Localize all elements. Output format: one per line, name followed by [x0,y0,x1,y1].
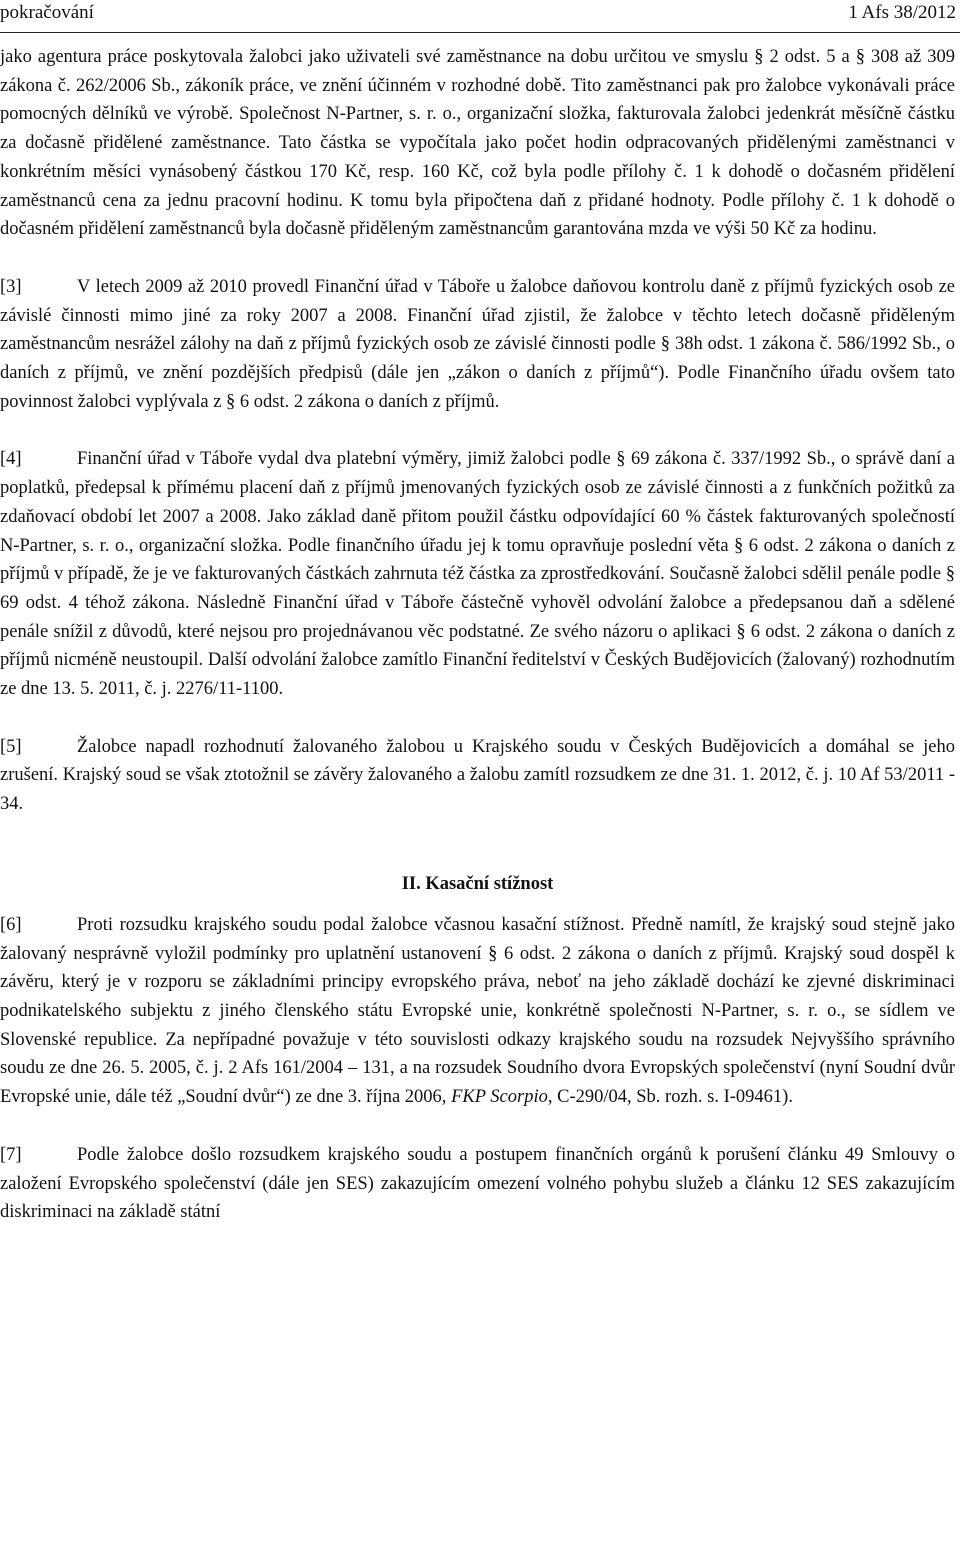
header-divider [0,32,960,33]
paragraph-intro: jako agentura práce poskytovala žalobci jako uživateli své zaměstnance na dobu určitou ve smyslu § 2 odst. 5 a § 308 až 309 zákona č. 262/2006 Sb., zákoník práce, ve znění účinném v rozhodné době. Tito zaměstnanci pak pro žalobce vykonávali práce pomocných dělníků ve výrobě. Společnost N-Partner, s. r. o., organizační složka, fakturovala žalobci jedenkrát měsíčně částku za dočasně přidělené zaměstnance. Tato částka se vypočítala jako počet hodin odpracovaných přidělenými zaměstnanci v konkrétním měsíci vynásobený částkou 170 Kč, resp. 160 Kč, což byla podle přílohy č. 1 k dohodě o dočasném přidělení zaměstnanců cena za jednu pracovní hodinu. K tomu byla připočtena daň z přidané hodnoty. Podle přílohy č. 1 k dohodě o dočasném přidělení zaměstnanců byla dočasně přiděleným zaměstnancům garantována mzda ve výši 50 Kč za hodinu. [0,47,955,240]
paragraph-4 [0,445,955,703]
paragraph-number: [3] [0,276,22,297]
header-case-number: 1 Afs 38/2012 [848,2,956,23]
paragraph-number: [5] [0,736,22,757]
paragraph-text: V letech 2009 až 2010 provedl Finanční úřad v Táboře u žalobce daňovou kontrolu daně z příjmů fyzických osob ze závislé činnosti mimo jiné za roky 2007 a 2008. Finanční úřad zjistil, že žalobce v těchto letech dočasně přiděleným zaměstnancům nesrážel zálohy na daň z příjmů fyzických osob ze závislé činnosti podle § 38h odst. 1 zákona č. 586/1992 Sb., o daních z příjmů, ve znění pozdějších předpisů (dále jen „zákon o daních z příjmů“). Podle Finančního úřadu ovšem tato povinnost žalobci vyplývala z § 6 odst. 2 zákona o daních z příjmů. [0,276,955,412]
page-header [0,2,960,32]
paragraph-text: Proti rozsudku krajského soudu podal žalobce včasnou kasační stížnost. Předně namítl, že krajský soud stejně jako žalovaný nesprávně vyložil podmínky pro uplatnění ustanovení § 6 odst. 2 zákona o daních z příjmů. Krajský soud dospěl k závěru, který je v rozporu se základními principy evropského práva, neboť na jeho základě dochází ke zjevné diskriminaci podnikatelského subjektu z jiného členského státu Evropské unie, konkrétně společnosti N-Partner, s. r. o., se sídlem ve Slovenské republice. Za nepřípadné považuje v této souvislosti odkazy krajského soudu na rozsudek Nejvyššího správního soudu ze dne 26. 5. 2005, č. j. 2 Afs 161/2004 – 131, a na rozsudek Soudního dvora Evropských společenství (nyní Soudní dvůr Evropské unie, dále též „Soudní dvůr“) ze dne 3. října 2006, [0,914,955,1108]
paragraph-5 [0,733,955,819]
paragraph-7 [0,1141,955,1227]
document-body [0,43,955,1227]
paragraph-text-tail: , C-290/04, Sb. rozh. s. I-09461). [547,1087,793,1108]
case-name-italic: FKP Scorpio [451,1087,548,1108]
section-heading: II. Kasační stížnost [401,873,554,894]
paragraph-number: [7] [0,1144,22,1165]
paragraph-text: Finanční úřad v Táboře vydal dva platební výměry, jimiž žalobci podle § 69 zákona č. 337/1992 Sb., o správě daní a poplatků, předepsal k přímému placení daň z příjmů jmenovaných fyzických osob ze závislé činnosti a z funkčních požitků za zdaňovací období let 2007 a 2008. Jako základ daně přitom použil částku odpovídající 60 % částek fakturovaných společností N-Partner, s. r. o., organizační složka. Podle finančního úřadu jej k tomu opravňuje poslední věta § 6 odst. 2 zákona o daních z příjmů v případě, že je ve fakturovaných částkách zahrnuta též částka za zprostředkování. Současně žalobci sdělil penále podle § 69 odst. 4 téhož zákona. Následně Finanční úřad v Táboře částečně vyhověl odvolání žalobce a předepsanou daň a sdělené penále snížil z důvodů, které nejsou pro projednávanou věc podstatné. Ze svého názoru o aplikaci § 6 odst. 2 zákona o daních z příjmů nicméně neustoupil. Další odvolání žalobce zamítlo Finanční ředitelství v Českých Budějovicích (žalovaný) rozhodnutím ze dne 13. 5. 2011, č. j. 2276/11-1100. [0,449,955,700]
paragraph-3 [0,273,955,417]
paragraph-number: [6] [0,914,22,935]
paragraph-number: [4] [0,449,22,470]
paragraph-text: Podle žalobce došlo rozsudkem krajského soudu a postupem finančních orgánů k porušení článku 49 Smlouvy o založení Evropského společenství (dále jen SES) zakazujícím omezení volného pohybu služeb a článku 12 SES zakazujícím diskriminaci na základě státní [0,1144,955,1223]
paragraph-text: Žalobce napadl rozhodnutí žalovaného žalobou u Krajského soudu v Českých Budějovicích a domáhal se jeho zrušení. Krajský soud se však ztotožnil se závěry žalovaného a žalobu zamítl rozsudkem ze dne 31. 1. 2012, č. j. 10 Af 53/2011 - 34. [0,736,955,815]
paragraph-6 [0,911,955,1112]
header-continuation-label: pokračování [0,2,94,23]
